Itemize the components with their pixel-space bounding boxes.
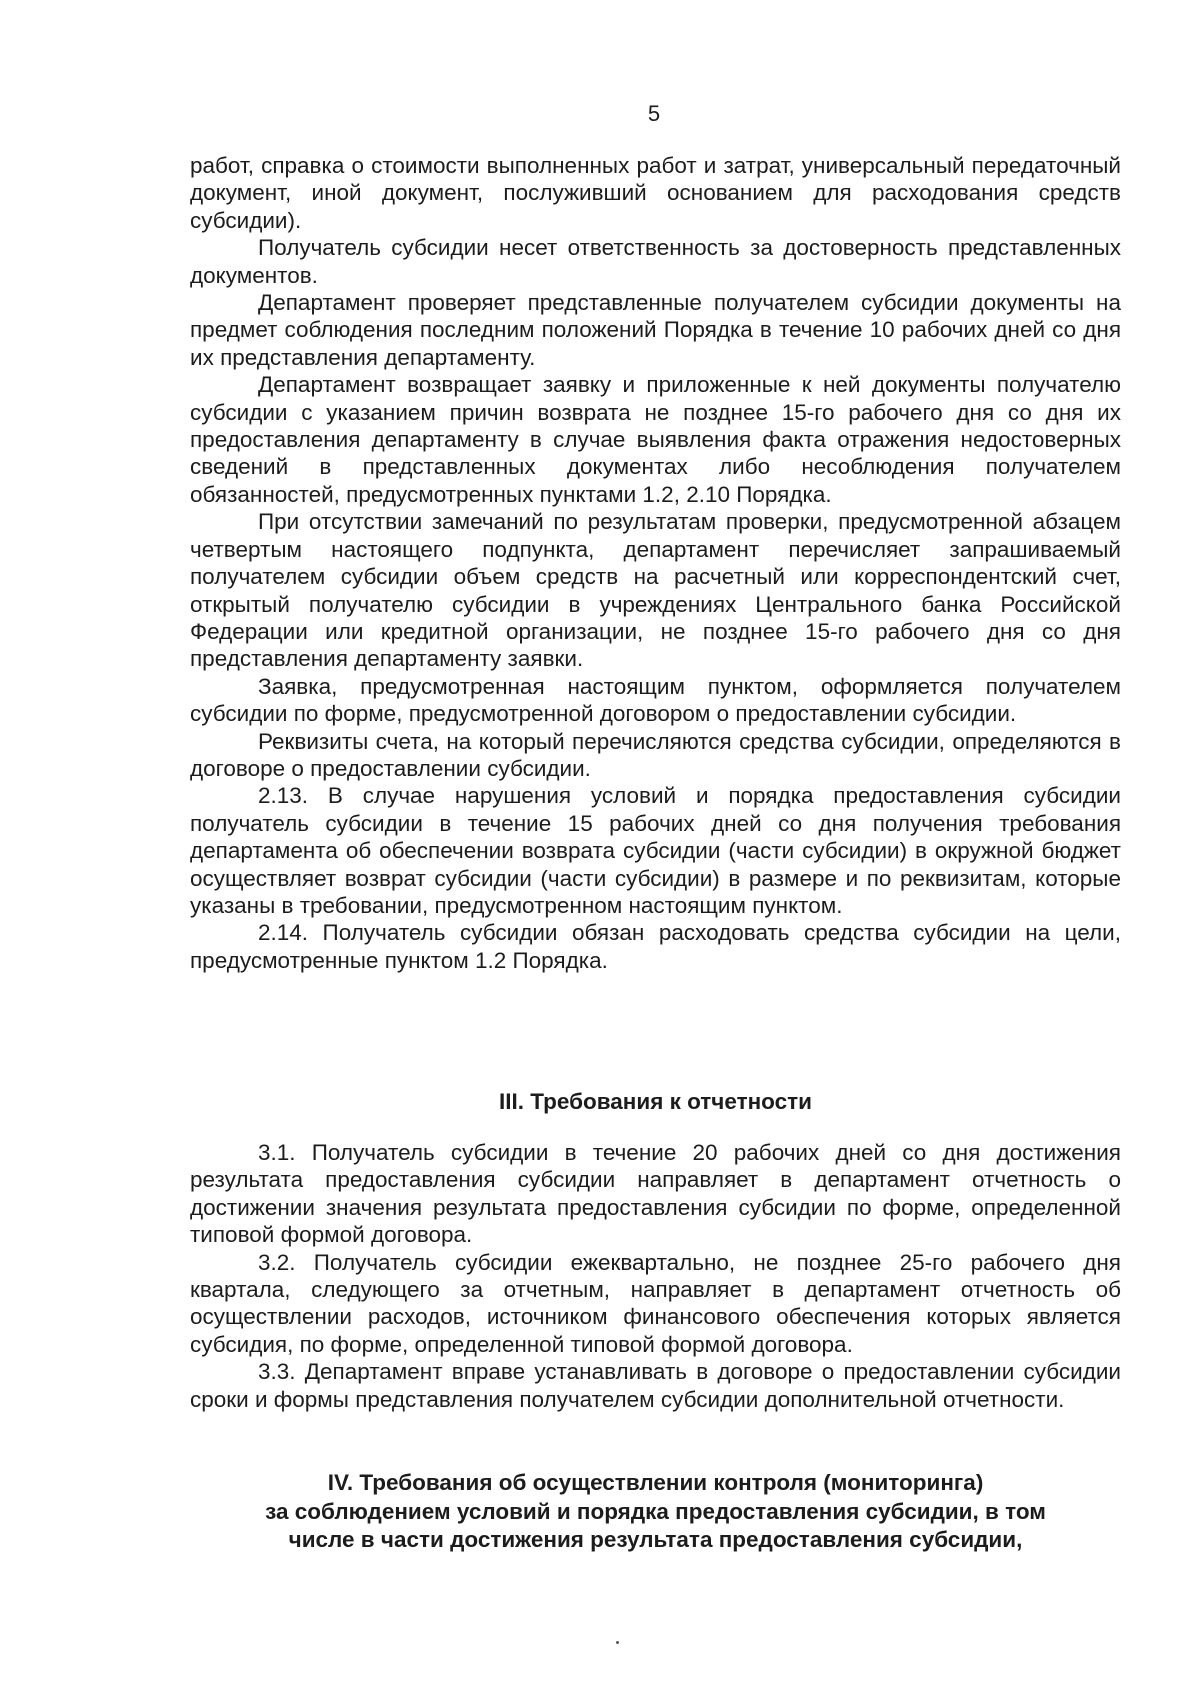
paragraph: Получатель субсидии несет ответственность за достоверность представленных документов.	[190, 235, 1121, 288]
section-3-title: III. Требования к отчетности	[498, 1089, 812, 1114]
clause-3-2: 3.2. Получатель субсидии ежеквартально, не позднее 25-го рабочего дня квартала, следующего за отчетным, направляет в департамент отчетность об осуществлении расходов, источником финансового обеспечения которых является субсидия, по форме, определенной типовой формой договора.	[190, 1249, 1121, 1357]
section-3-body	[190, 1139, 1121, 1413]
scan-speck	[616, 1641, 619, 1644]
clause-3-3: 3.3. Департамент вправе устанавливать в договоре о предоставлении субсидии сроки и формы представления получателем субсидии дополнительной отчетности.	[190, 1359, 1121, 1412]
clause-3-1: 3.1. Получатель субсидии в течение 20 рабочих дней со дня достижения результата предоставления субсидии направляет в департамент отчетность о достижении значения результата предоставления субсидии по форме, определенной типовой формой договора.	[190, 1140, 1121, 1248]
section-4-title	[190, 1469, 1121, 1555]
clause-2-14: 2.14. Получатель субсидии обязан расходовать средства субсидии на цели, предусмотренные пунктом 1.2 Порядка.	[190, 920, 1121, 973]
section-4-title-line: числе в части достижения результата предоставления субсидии,	[288, 1527, 1023, 1552]
paragraph-continuation: работ, справка о стоимости выполненных работ и затрат, универсальный передаточный документ, иной документ, послуживший основанием для расходования средств субсидии).	[190, 153, 1121, 233]
paragraph: Реквизиты счета, на который перечисляются средства субсидии, определяются в договоре о предоставлении субсидии.	[190, 728, 1121, 781]
paragraph: При отсутствии замечаний по результатам проверки, предусмотренной абзацем четвертым настоящего подпункта, департамент перечисляет запрашиваемый получателем субсидии объем средств на расчетный или корреспондентский счет, открытый получателю субсидии в учреждениях Центрального банка Российской Федерации или кредитной организации, не позднее 15-го рабочего дня со дня представления департаменту заявки.	[190, 509, 1121, 672]
clause-2-13: 2.13. В случае нарушения условий и порядка предоставления субсидии получатель субсидии в течение 15 рабочих дней со дня получения требования департамента об обеспечении возврата субсидии (части субсидии) в окружной бюджет осуществляет возврат субсидии (части субсидии) в размере и по реквизитам, которые указаны в требовании, предусмотренном настоящим пунктом.	[190, 783, 1121, 918]
paragraph: Департамент возвращает заявку и приложенные к ней документы получателю субсидии с указанием причин возврата не позднее 15-го рабочего дня со дня их предоставления департаменту в случае выявления факта отражения недостоверных сведений в представленных документах либо несоблюдения получателем обязанностей, предусмотренных пунктами 1.2, 2.10 Порядка.	[190, 372, 1121, 507]
body-text	[190, 152, 1121, 974]
section-4-title-line: IV. Требования об осуществлении контроля (мониторинга)	[327, 1470, 984, 1495]
section-4-title-line: за соблюдением условий и порядка предоставления субсидии, в том	[265, 1498, 1046, 1524]
page-number: 5	[647, 101, 661, 126]
paragraph: Департамент проверяет представленные получателем субсидии документы на предмет соблюдения последним положений Порядка в течение 10 рабочих дней со дня их представления департаменту.	[190, 290, 1121, 370]
paragraph: Заявка, предусмотренная настоящим пунктом, оформляется получателем субсидии по форме, предусмотренной договором о предоставлении субсидии.	[190, 673, 1121, 727]
